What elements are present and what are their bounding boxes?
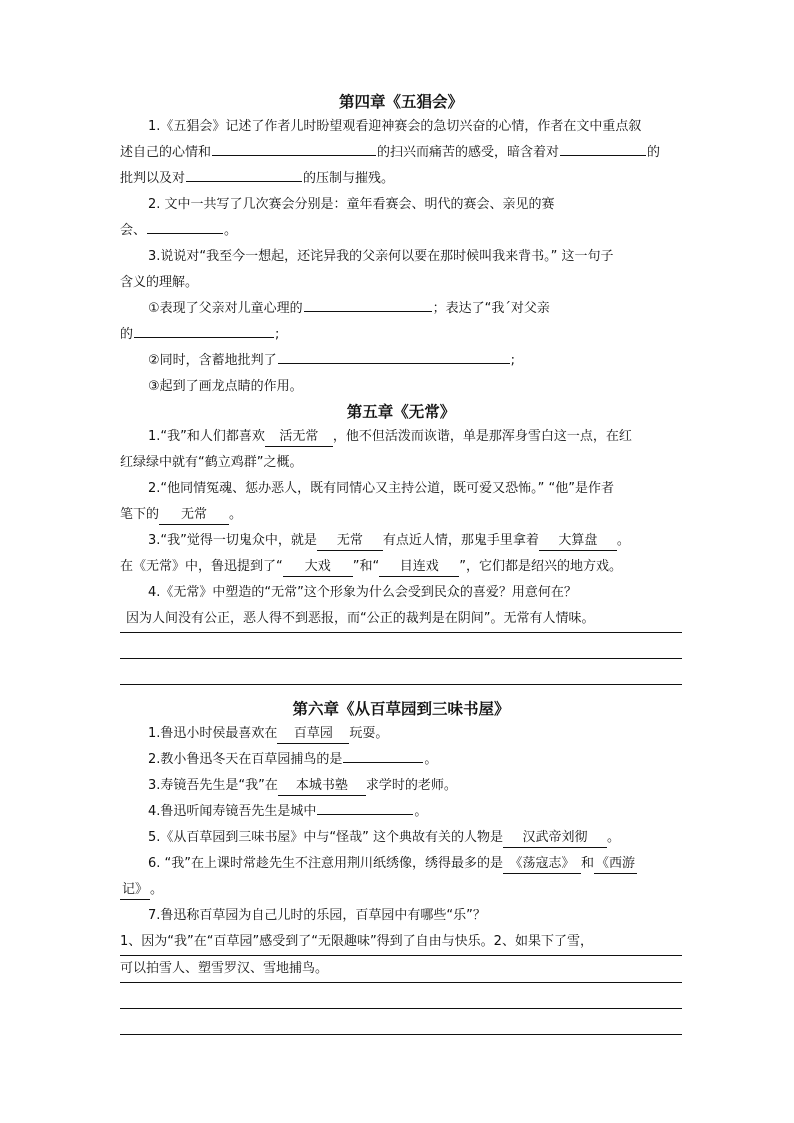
ch4-q2-text-b2: 。 xyxy=(224,223,238,238)
ch6-q7-answer2: 可以拍雪人、塑雪罗汉、雪地捕鸟。 xyxy=(120,961,329,976)
ch5-q4-answer-line1[interactable] xyxy=(120,606,682,633)
ch5-q1-text-a1: 1.“我”和人们都喜欢 xyxy=(148,429,265,444)
ch5-q2-text-a: 2.“他同情冤魂、惩办恶人，既有同情心又主持公道，既可爱又恐怖。” “他”是作者 xyxy=(148,481,614,496)
ch6-q3-text-a2: 求学时的老师。 xyxy=(365,778,457,793)
ch6-q6-text-a2: 和 xyxy=(581,856,595,871)
ch6-q3-answer[interactable]: 本城书塾 xyxy=(278,777,366,796)
ch6-q6-line2 xyxy=(120,877,682,903)
ch6-q4-blank[interactable] xyxy=(317,799,413,815)
ch5-q4-answer: 因为人间没有公正，恶人得不到恶报，而“公正的裁判是在阴间”。无常有人情味。 xyxy=(126,611,595,626)
ch6-q7-answer1: 1、因为“我”在“百草园”感受到了“无限趣味”得到了自由与快乐。2、如果下了雪， xyxy=(120,934,593,949)
ch6-q5-line xyxy=(120,825,682,851)
ch4-q3-line2 xyxy=(120,270,682,296)
ch5-q2-answer[interactable]: 无常 xyxy=(159,506,229,525)
ch4-q2-text-b1: 会、 xyxy=(120,223,147,238)
ch4-q3-line5 xyxy=(120,348,682,374)
ch6-q2-text-a2: 。 xyxy=(424,752,438,767)
ch6-q7-line1 xyxy=(120,903,682,929)
ch6-q1-text-a1: 1.鲁迅小时侯最喜欢在 xyxy=(148,726,278,741)
ch4-q2-text-a: 2. 文中一共写了几次赛会分别是：童年看赛会、明代的赛会、亲见的赛 xyxy=(148,197,555,212)
ch6-q4-line xyxy=(120,799,682,825)
ch6-q6-line1 xyxy=(120,851,682,877)
chapter6-title: 第六章《从百草园到三味书屋》 xyxy=(292,700,510,718)
ch4-q3-text-d1: 的 xyxy=(120,327,134,342)
ch6-q3-line xyxy=(120,773,682,799)
ch5-q1-text-b: 红绿绿中就有“鹤立鸡群”之概。 xyxy=(120,455,303,470)
ch5-q3-line1 xyxy=(120,528,682,554)
ch6-q2-line xyxy=(120,747,682,773)
ch4-q3-line3 xyxy=(120,296,682,322)
ch6-q5-text-a2: 。 xyxy=(607,830,621,845)
ch4-q1-text-c1: 批判以及对 xyxy=(120,171,186,186)
ch4-q3-line1 xyxy=(120,244,682,270)
ch4-q3-text-a: 3.说说对“我至今一想起，还诧异我的父亲何以要在那时候叫我来背书。” 这一句子 xyxy=(148,249,614,264)
ch5-q3-text-b3: ”，它们都是绍兴的地方戏。 xyxy=(459,559,622,574)
ch4-q2-blank[interactable] xyxy=(147,218,223,234)
ch4-q1-text-a: 1.《五猖会》记述了作者儿时盼望观看迎神赛会的急切兴奋的心情，作者在文中重点叙 xyxy=(148,119,642,134)
ch4-q3-line4 xyxy=(120,322,682,348)
ch4-q1-blank2[interactable] xyxy=(560,140,646,156)
ch6-q6-answer2a[interactable]: 《西游 xyxy=(594,855,637,874)
ch4-q3-text-e2: ; xyxy=(510,353,516,368)
ch6-q6-text-a3: 。 xyxy=(150,882,164,897)
chapter5-title: 第五章《无常》 xyxy=(346,403,456,421)
ch4-q1-text-b2: 的扫兴而痛苦的感受，暗含着对 xyxy=(377,145,560,160)
ch5-q2-line1 xyxy=(120,476,682,502)
ch6-q5-text-a1: 5.《从百草园到三味书屋》中与“怪哉” 这个典故有关的人物是 xyxy=(148,830,504,845)
ch5-q1-answer[interactable]: 活无常 xyxy=(265,428,333,447)
ch5-q3-answer2[interactable]: 大算盘 xyxy=(539,532,617,551)
ch6-q7-answer-line1[interactable] xyxy=(120,929,682,956)
ch6-q7-answer-line4[interactable] xyxy=(120,1009,682,1035)
ch6-q6-answer2b[interactable]: 记》 xyxy=(120,881,150,900)
ch4-q1-blank3[interactable] xyxy=(186,166,302,182)
ch6-q2-text-a1: 2.教小鲁迅冬天在百草园捕鸟的是 xyxy=(148,752,343,767)
ch6-q1-answer[interactable]: 百草园 xyxy=(277,725,349,744)
ch6-q5-answer[interactable]: 汉武帝刘彻 xyxy=(503,829,607,848)
ch4-q3-line6 xyxy=(120,374,682,400)
ch5-q3-answer4[interactable]: 目连戏 xyxy=(379,558,459,577)
ch4-q1-text-b1: 述自己的心情和 xyxy=(120,145,212,160)
ch6-q1-text-a2: 玩耍。 xyxy=(349,726,389,741)
worksheet-page xyxy=(120,90,682,1035)
ch4-q3-blank1[interactable] xyxy=(304,296,432,312)
ch5-q3-answer1[interactable]: 无常 xyxy=(317,532,383,551)
ch4-q1-line1 xyxy=(120,114,682,140)
ch5-q1-text-a2: ，他不但活泼而诙谐，单是那浑身雪白这一点，在红 xyxy=(332,429,632,444)
ch6-q7-answer-line3[interactable] xyxy=(120,983,682,1009)
chapter4-title: 第四章《五猖会》 xyxy=(338,93,463,111)
ch6-q4-text-a1: 4.鲁迅听闻寿镜吾先生是城中 xyxy=(148,804,317,819)
ch6-q3-text-a1: 3.寿镜吾先生是“我”在 xyxy=(148,778,278,793)
ch4-q3-text-f: ③起到了画龙点睛的作用。 xyxy=(148,379,303,394)
ch5-q3-text-a2: 有点近人情，那鬼手里拿着 xyxy=(382,533,539,548)
ch4-q3-text-e1: ②同时，含蓄地批判了 xyxy=(148,353,277,368)
ch4-q3-text-b: 含义的理解。 xyxy=(120,275,199,290)
ch4-q1-text-c2: 的压制与摧残。 xyxy=(303,171,395,186)
ch6-q7-text-a: 7.鲁迅称百草园为自己儿时的乐园，百草园中有哪些“乐”？ xyxy=(148,908,486,923)
ch6-q7-answer-line2[interactable] xyxy=(120,956,682,983)
ch5-q3-text-a3: 。 xyxy=(616,533,630,548)
ch5-q1-line2 xyxy=(120,450,682,476)
ch6-q6-answer1[interactable]: 《荡寇志》 xyxy=(503,855,581,874)
ch4-q2-line2 xyxy=(120,218,682,244)
ch5-q3-line2 xyxy=(120,554,682,580)
ch5-q3-text-b2: ”和“ xyxy=(352,559,380,574)
ch5-q4-answer-line3[interactable] xyxy=(120,659,682,685)
ch4-q1-line3 xyxy=(120,166,682,192)
ch5-q4-line1 xyxy=(120,580,682,606)
ch6-q1-line xyxy=(120,721,682,747)
ch4-q3-blank3[interactable] xyxy=(278,348,510,364)
ch5-q2-text-b1: 笔下的 xyxy=(120,507,160,522)
ch5-q4-answer-line2[interactable] xyxy=(120,633,682,659)
ch4-q1-blank1[interactable] xyxy=(212,140,376,156)
ch5-q4-text-a: 4.《无常》中塑造的“无常”这个形象为什么会受到民众的喜爱？用意何在？ xyxy=(148,585,577,600)
ch5-q2-text-b2: 。 xyxy=(229,507,243,522)
ch4-q3-text-d2: ; xyxy=(275,327,280,342)
ch4-q3-text-c2: ；表达了“我ˊ对父亲 xyxy=(432,301,550,316)
ch4-q2-line1 xyxy=(120,192,682,218)
ch5-q1-line1 xyxy=(120,424,682,450)
ch4-q3-text-c1: ①表现了父亲对儿童心理的 xyxy=(148,301,303,316)
ch6-q2-blank[interactable] xyxy=(343,747,423,763)
ch6-q4-text-a2: 。 xyxy=(414,804,428,819)
ch4-q1-text-b3: 的 xyxy=(647,145,661,160)
ch5-q2-line2 xyxy=(120,502,682,528)
ch5-q3-text-b1: 在《无常》中，鲁迅提到了“ xyxy=(120,559,283,574)
ch5-q3-answer3[interactable]: 大戏 xyxy=(283,558,353,577)
ch4-q3-blank2[interactable] xyxy=(134,322,274,338)
ch5-q3-text-a1: 3.“我”觉得一切鬼众中，就是 xyxy=(148,533,317,548)
ch4-q1-line2 xyxy=(120,140,682,166)
ch6-q6-text-a1: 6. “我”在上课时常趁先生不注意用荆川纸绣像，绣得最多的是 xyxy=(148,856,504,871)
